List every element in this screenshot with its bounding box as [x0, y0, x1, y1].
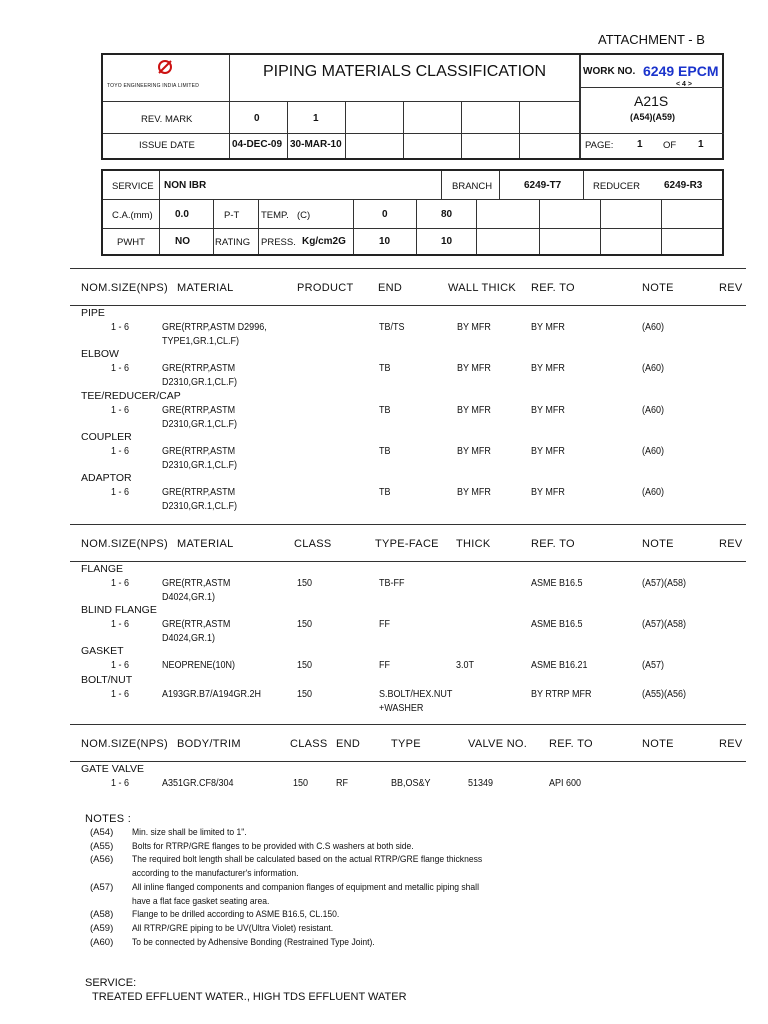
flange-item-note: (A55)(A56) — [642, 689, 687, 700]
s3-col-valve: VALVE NO. — [468, 738, 528, 750]
rev-mark-label: REV. MARK — [141, 114, 193, 125]
s1-col-wall: WALL THICK — [448, 282, 516, 294]
issue-date-1: 30-MAR-10 — [290, 139, 342, 150]
rating-label: RATING — [215, 237, 251, 248]
s2-col-note: NOTE — [642, 538, 674, 550]
flange-item-size: 1 - 6 — [111, 689, 130, 700]
pipe-item-material: GRE(RTRP,ASTM — [162, 363, 236, 375]
pipe-item-name: COUPLER — [81, 430, 132, 443]
flange-item-name: BOLT/NUT — [81, 674, 133, 686]
branch-label: BRANCH — [452, 181, 493, 192]
flange-item-face: FF — [379, 660, 390, 671]
note-code: (A55) — [90, 840, 114, 852]
s1-col-end: END — [378, 282, 403, 294]
pt-label: P-T — [224, 210, 240, 221]
flange-item-class: 150 — [297, 619, 313, 630]
note-code: (A60) — [90, 936, 114, 948]
attachment-label: ATTACHMENT - B — [598, 32, 705, 47]
s3-valve: 51349 — [468, 778, 494, 789]
pipe-item-wall: BY MFR — [457, 487, 491, 499]
pipe-item-size: 1 - 6 — [111, 322, 130, 333]
flange-item-face: TB-FF — [379, 578, 405, 589]
s1-col-note: NOTE — [642, 282, 674, 294]
flange-item-ref: BY RTRP MFR — [531, 689, 592, 700]
s1-col-size: NOM.SIZE(NPS) — [81, 282, 169, 294]
issue-date-0: 04-DEC-09 — [232, 139, 283, 150]
company-name: TOYO ENGINEERING INDIA LIMITED — [107, 83, 200, 89]
issue-date-label: ISSUE DATE — [139, 140, 195, 151]
pipe-item-wall: BY MFR — [457, 404, 491, 416]
branch-value: 6249-T7 — [524, 180, 562, 191]
pipe-item-size: 1 - 6 — [111, 404, 130, 416]
s3-col-body: BODY/TRIM — [177, 738, 241, 750]
work-no-label: WORK NO. — [583, 66, 636, 77]
flange-item-note: (A57)(A58) — [642, 578, 687, 589]
pipe-item-end: TB — [379, 445, 391, 457]
service-footer-label: SERVICE: — [85, 977, 137, 989]
s3-col-type: TYPE — [391, 738, 421, 750]
pipe-item-ref: BY MFR — [531, 445, 565, 457]
flange-item-face-2: +WASHER — [379, 703, 424, 714]
pipe-item-end: TB — [379, 487, 391, 499]
flange-item-material: GRE(RTR,ASTM — [162, 619, 231, 630]
pipe-item-name: TEE/REDUCER/CAP — [81, 389, 181, 402]
temp-unit: (C) — [297, 210, 311, 221]
s2-col-thick: THICK — [456, 538, 491, 550]
service-label: SERVICE — [112, 181, 154, 192]
pipe-item-note: (A60) — [642, 404, 665, 416]
note-text: All RTRP/GRE piping to be UV(Ultra Violet) resistant. — [132, 922, 334, 934]
pwht-label: PWHT — [117, 237, 145, 248]
s1-col-product: PRODUCT — [297, 282, 354, 294]
page-label: PAGE: — [585, 140, 614, 151]
flange-item-name: BLIND FLANGE — [81, 604, 157, 616]
pipe-item-note: (A60) — [642, 487, 665, 499]
notes-title: NOTES : — [85, 813, 132, 825]
note-text: according to the manufacturer's information. — [132, 868, 299, 880]
spec-notes: (A54)(A59) — [630, 112, 676, 122]
note-text: Min. size shall be limited to 1". — [132, 827, 247, 838]
pipe-item-name: PIPE — [81, 307, 105, 319]
s3-ref: API 600 — [549, 778, 582, 789]
ca-label: C.A.(mm) — [112, 210, 153, 221]
note-code: (A58) — [90, 909, 114, 921]
flange-item-ref: ASME B16.21 — [531, 660, 588, 671]
service-footer-text: TREATED EFFLUENT WATER., HIGH TDS EFFLUENT WATER — [92, 991, 407, 1003]
temp-1: 80 — [441, 209, 453, 220]
flange-item-size: 1 - 6 — [111, 660, 130, 671]
pipe-item-size: 1 - 6 — [111, 363, 130, 375]
pipe-item-name: ADAPTOR — [81, 472, 132, 485]
press-1: 10 — [441, 236, 453, 247]
pipe-item-ref: BY MFR — [531, 404, 565, 416]
note-text: Bolts for RTRP/GRE flanges to be provided with C.S washers at both side. — [132, 840, 414, 852]
temp-label: TEMP. — [261, 210, 289, 221]
flange-item-name: FLANGE — [81, 563, 124, 575]
page-total: 1 — [698, 139, 704, 150]
pipe-item-ref: BY MFR — [531, 487, 565, 499]
s3-col-rev: REV — [719, 738, 743, 750]
pipe-item-size: 1 - 6 — [111, 445, 130, 457]
pipe-item-wall: BY MFR — [457, 445, 491, 457]
note-text: To be connected by Adhensive Bonding (Restrained Type Joint). — [132, 936, 375, 948]
pipe-item-note: (A60) — [642, 445, 665, 457]
s1-col-material: MATERIAL — [177, 282, 234, 294]
flange-item-class: 150 — [297, 578, 313, 589]
s3-col-end: END — [336, 738, 361, 750]
pipe-item-material-2: TYPE1,GR.1,CL.F) — [162, 336, 240, 347]
pipe-item-name: ELBOW — [81, 348, 119, 361]
press-0: 10 — [379, 236, 391, 247]
pipe-item-material: GRE(RTRP,ASTM — [162, 445, 236, 457]
service-box — [101, 169, 724, 256]
spec-mark: < 4 > — [676, 81, 692, 88]
flange-item-size: 1 - 6 — [111, 578, 130, 589]
page-number: 1 — [637, 139, 643, 150]
flange-item-class: 150 — [297, 689, 313, 700]
reducer-value: 6249-R3 — [664, 180, 703, 191]
note-text: All inline flanged components and companion flanges of equipment and metallic piping shall — [132, 881, 479, 893]
service-value: NON IBR — [164, 180, 207, 191]
page-title: PIPING MATERIALS CLASSIFICATION — [263, 63, 547, 80]
flange-item-material-2: D4024,GR.1) — [162, 592, 216, 603]
note-code: (A54) — [90, 827, 114, 838]
pipe-item-material-2: D2310,GR.1,CL.F) — [162, 418, 238, 430]
s3-size: 1 - 6 — [111, 778, 130, 789]
s3-class: 150 — [293, 778, 309, 789]
flange-item-ref: ASME B16.5 — [531, 619, 583, 630]
pipe-item-end: TB — [379, 363, 391, 375]
pipe-item-size: 1 - 6 — [111, 487, 130, 499]
pipe-item-material-2: D2310,GR.1,CL.F) — [162, 377, 238, 389]
rev-mark-1: 1 — [313, 113, 319, 124]
pwht-value: NO — [175, 236, 190, 247]
flange-item-face: FF — [379, 619, 390, 630]
pipe-item-ref: BY MFR — [531, 322, 565, 333]
flange-item-face: S.BOLT/HEX.NUT — [379, 689, 453, 700]
of-label: OF — [663, 140, 677, 151]
note-text: The required bolt length shall be calculated based on the actual RTRP/GRE flange thickness — [132, 854, 483, 866]
s3-col-ref: REF. TO — [549, 738, 593, 750]
ca-value: 0.0 — [175, 209, 189, 220]
s1-col-ref: REF. TO — [531, 282, 575, 294]
s3-item: GATE VALVE — [81, 763, 145, 775]
flange-item-class: 150 — [297, 660, 313, 671]
flange-item-material: A193GR.B7/A194GR.2H — [162, 689, 262, 700]
press-label: PRESS. — [261, 237, 296, 248]
note-code: (A57) — [90, 881, 114, 893]
press-unit: Kg/cm2G — [302, 236, 346, 247]
note-code: (A56) — [90, 854, 114, 866]
pipe-item-note: (A60) — [642, 322, 665, 333]
pipe-item-wall: BY MFR — [457, 363, 491, 375]
flange-item-note: (A57)(A58) — [642, 619, 687, 630]
flange-item-material-2: D4024,GR.1) — [162, 633, 216, 644]
company-logo-icon — [155, 58, 175, 78]
rev-mark-0: 0 — [254, 113, 260, 124]
pipe-item-note: (A60) — [642, 363, 665, 375]
header-box — [101, 53, 724, 160]
pipe-item-material: GRE(RTRP,ASTM D2996, — [162, 322, 267, 333]
pipe-item-material: GRE(RTRP,ASTM — [162, 487, 236, 499]
s2-col-class: CLASS — [294, 538, 332, 550]
flange-item-name: GASKET — [81, 645, 124, 657]
note-code: (A59) — [90, 922, 114, 934]
flange-item-thick: 3.0T — [456, 660, 475, 671]
flange-item-ref: ASME B16.5 — [531, 578, 583, 589]
pipe-item-material-2: D2310,GR.1,CL.F) — [162, 501, 238, 513]
pipe-item-ref: BY MFR — [531, 363, 565, 375]
s3-end: RF — [336, 778, 349, 789]
work-no-value: 6249 EPCM — [643, 63, 719, 79]
s3-body: A351GR.CF8/304 — [162, 778, 234, 789]
note-text: Flange to be drilled according to ASME B16.5, CL.150. — [132, 909, 340, 921]
s3-col-note: NOTE — [642, 738, 674, 750]
s2-col-material: MATERIAL — [177, 538, 234, 550]
s2-col-size: NOM.SIZE(NPS) — [81, 538, 169, 550]
pipe-item-material-2: D2310,GR.1,CL.F) — [162, 459, 238, 471]
s2-col-rev: REV — [719, 538, 743, 550]
pipe-item-end: TB — [379, 404, 391, 416]
s1-col-rev: REV — [719, 282, 743, 294]
s2-col-ref: REF. TO — [531, 538, 575, 550]
s2-col-face: TYPE-FACE — [375, 538, 439, 550]
flange-item-material: GRE(RTR,ASTM — [162, 578, 231, 589]
s3-col-class: CLASS — [290, 738, 328, 750]
flange-item-material: NEOPRENE(10N) — [162, 660, 236, 671]
flange-item-size: 1 - 6 — [111, 619, 130, 630]
note-text: have a flat face gasket seating area. — [132, 895, 270, 907]
s3-type: BB,OS&Y — [391, 778, 431, 789]
s3-col-size: NOM.SIZE(NPS) — [81, 738, 169, 750]
pipe-item-wall: BY MFR — [457, 322, 491, 333]
pipe-item-end: TB/TS — [379, 322, 405, 333]
reducer-label: REDUCER — [593, 181, 640, 192]
spec-code: A21S — [634, 93, 669, 109]
pipe-item-material: GRE(RTRP,ASTM — [162, 404, 236, 416]
flange-item-note: (A57) — [642, 660, 665, 671]
temp-0: 0 — [382, 209, 388, 220]
